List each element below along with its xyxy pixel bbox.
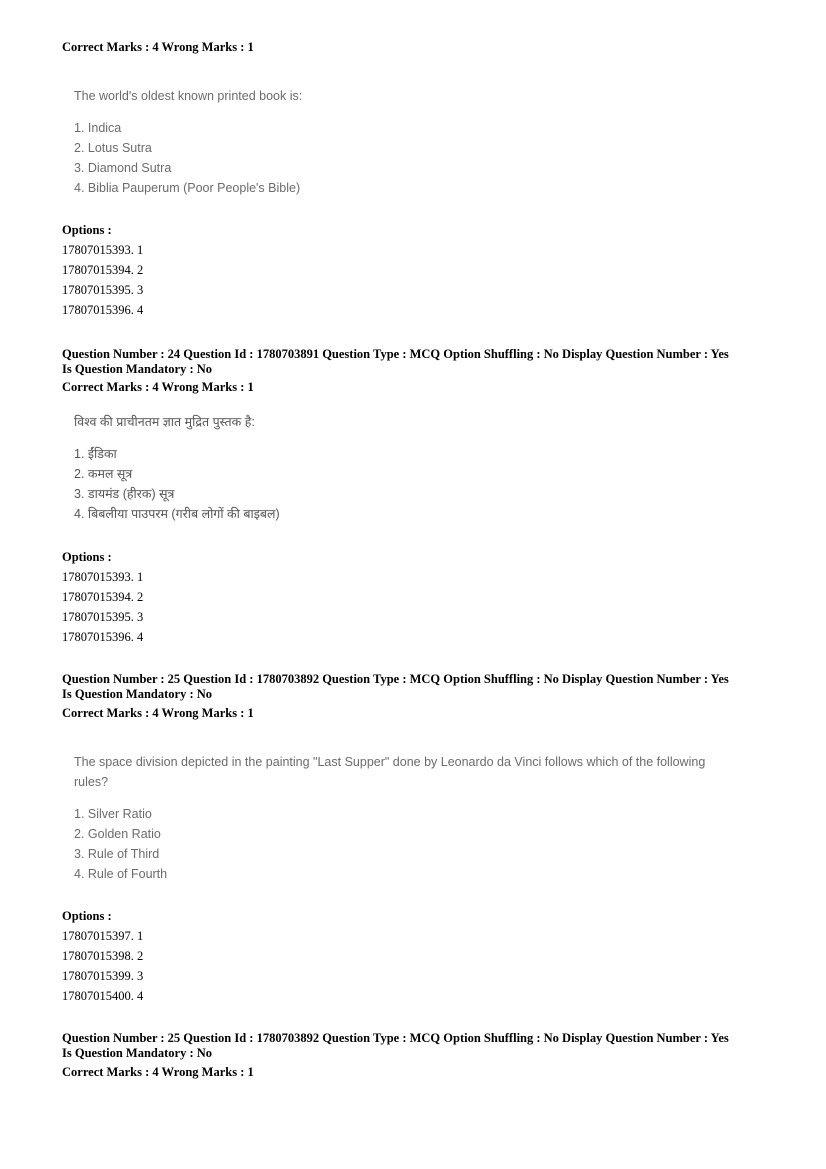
question-option: 3. Rule of Third — [74, 847, 160, 861]
option-id: 17807015396. 4 — [62, 303, 144, 317]
mandatory-line: Is Question Mandatory : No — [62, 1046, 213, 1060]
options-label: Options : — [62, 223, 112, 237]
question-option: 1. ईंडिका — [74, 447, 117, 461]
question-option: 1. Silver Ratio — [74, 807, 152, 821]
question-option-list — [74, 804, 705, 884]
question-option: 2. Golden Ratio — [74, 827, 161, 841]
option-id: 17807015394. 2 — [62, 590, 144, 604]
question-option: 4. Biblia Pauperum (Poor People's Bible) — [74, 181, 301, 195]
question-option: 4. Rule of Fourth — [74, 867, 168, 881]
question-image — [74, 86, 302, 198]
marks-line: Correct Marks : 4 Wrong Marks : 1 — [62, 706, 254, 720]
options-label: Options : — [62, 550, 112, 564]
option-id: 17807015395. 3 — [62, 610, 144, 624]
options-label: Options : — [62, 909, 112, 923]
question-header: Question Number : 25 Question Id : 1780703892 Question Type : MCQ Option Shuffling : No Display Question Number : Yes — [62, 1031, 729, 1045]
question-option: 4. बिबलीया पाउपरम (गरीब लोगों की बाइबल) — [74, 507, 280, 521]
question-image — [74, 752, 705, 884]
option-id: 17807015400. 4 — [62, 989, 144, 1003]
question-option-list — [74, 118, 302, 198]
question-option: 1. Indica — [74, 121, 122, 135]
marks-line: Correct Marks : 4 Wrong Marks : 1 — [62, 380, 254, 394]
marks-line: Correct Marks : 4 Wrong Marks : 1 — [62, 40, 254, 54]
question-header: Question Number : 24 Question Id : 1780703891 Question Type : MCQ Option Shuffling : No Display Question Number : Yes — [62, 347, 729, 361]
question-header: Question Number : 25 Question Id : 1780703892 Question Type : MCQ Option Shuffling : No Display Question Number : Yes — [62, 672, 729, 686]
option-id: 17807015397. 1 — [62, 929, 144, 943]
question-image — [74, 412, 280, 524]
question-text: The world's oldest known printed book is: — [74, 89, 303, 103]
question-option: 3. डायमंड (हीरक) सूत्र — [74, 487, 175, 501]
mandatory-line: Is Question Mandatory : No — [62, 687, 213, 701]
question-text: विश्व की प्राचीनतम ज्ञात मुद्रित पुस्तक है: — [74, 415, 255, 429]
option-id: 17807015393. 1 — [62, 570, 144, 584]
question-option: 3. Diamond Sutra — [74, 161, 172, 175]
question-option: 2. कमल सूत्र — [74, 467, 133, 481]
option-id: 17807015396. 4 — [62, 630, 144, 644]
option-id: 17807015394. 2 — [62, 263, 144, 277]
question-option-list — [74, 444, 280, 524]
option-id: 17807015399. 3 — [62, 969, 144, 983]
question-option: 2. Lotus Sutra — [74, 141, 152, 155]
option-id: 17807015393. 1 — [62, 243, 144, 257]
question-text-line-1: The space division depicted in the painting "Last Supper" done by Leonardo da Vinci follows which of the following — [74, 755, 706, 769]
mandatory-line: Is Question Mandatory : No — [62, 362, 213, 376]
option-id: 17807015395. 3 — [62, 283, 144, 297]
marks-line: Correct Marks : 4 Wrong Marks : 1 — [62, 1065, 254, 1079]
option-id: 17807015398. 2 — [62, 949, 144, 963]
question-text-line-2: rules? — [74, 775, 109, 789]
